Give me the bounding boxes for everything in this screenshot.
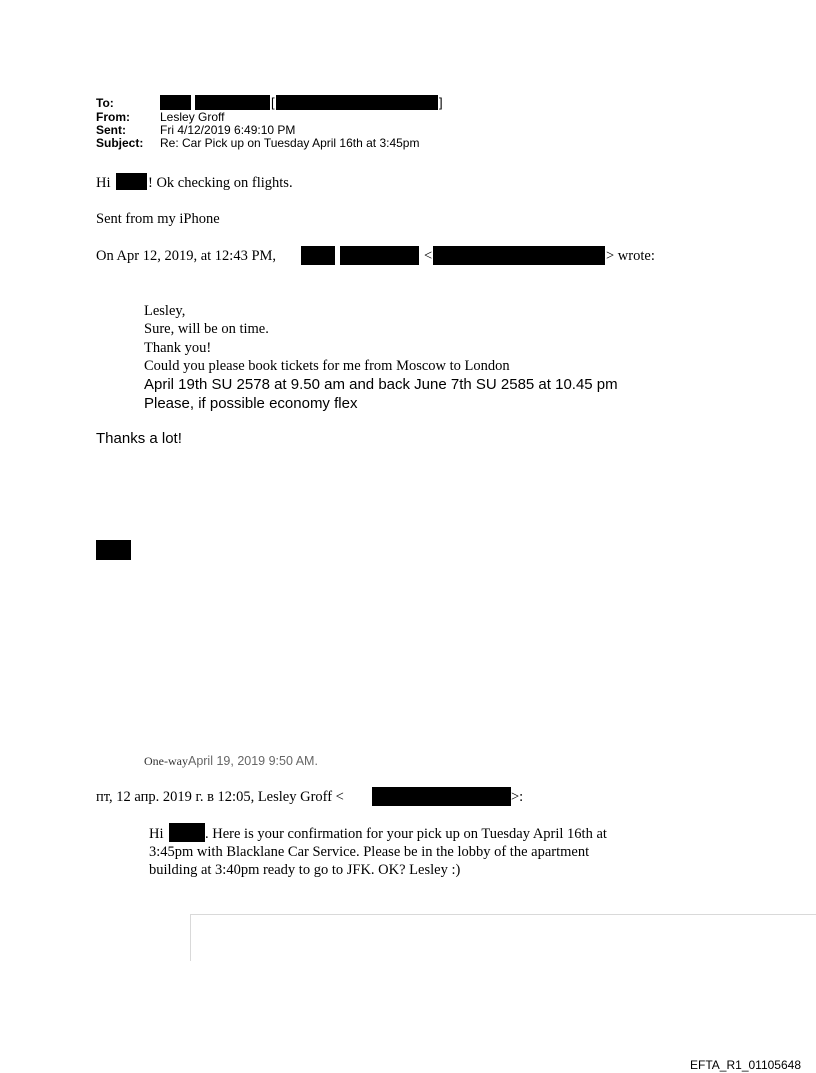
redaction-block — [195, 95, 270, 110]
ru-quote-header-suffix: >: — [511, 789, 524, 805]
quoted-line: Could you please book tickets for me from Moscow to London — [144, 358, 510, 374]
quoted-line: Thank you! — [144, 340, 212, 356]
subject-value: Re: Car Pick up on Tuesday April 16th at 3:45pm — [160, 136, 420, 150]
redaction-block — [169, 823, 205, 842]
economy-flex-line: Please, if possible economy flex — [144, 395, 358, 412]
ru-quote-header-prefix: пт, 12 апр. 2019 г. в 12:05, Lesley Groff < — [96, 789, 344, 805]
to-bracket-close: ] — [439, 95, 443, 110]
confirmation-hi: Hi — [149, 826, 164, 842]
redaction-block — [116, 173, 147, 190]
redaction-block — [96, 540, 131, 560]
confirmation-line: . Here is your confirmation for your pick up on Tuesday April 16th at — [205, 826, 607, 842]
redaction-block — [276, 95, 438, 110]
subject-row — [96, 137, 419, 150]
oneway-line — [144, 752, 318, 770]
confirmation-line: building at 3:40pm ready to go to JFK. OK? Lesley :) — [149, 862, 461, 878]
from-value: Lesley Groff — [160, 110, 225, 124]
sent-label: Sent: — [96, 123, 126, 137]
to-row — [96, 97, 160, 110]
to-label: To: — [96, 96, 114, 110]
greeting-text: ! Ok checking on flights. — [148, 175, 293, 191]
redaction-block — [372, 787, 511, 806]
oneway-label: One-way — [144, 754, 188, 768]
thanks-line: Thanks a lot! — [96, 430, 182, 447]
oneway-date: April 19, 2019 9:50 AM. — [187, 754, 318, 768]
to-bracket-open: [ — [271, 95, 275, 110]
subject-label: Subject: — [96, 136, 144, 150]
greeting-hi: Hi — [96, 175, 111, 191]
quoted-line: Sure, will be on time. — [144, 321, 269, 337]
document-id: EFTA_R1_01105648 — [690, 1058, 801, 1072]
redaction-block — [301, 246, 335, 265]
from-label: From: — [96, 110, 130, 124]
redaction-block — [433, 246, 605, 265]
sent-from-signature: Sent from my iPhone — [96, 211, 220, 227]
flight-details-line: April 19th SU 2578 at 9.50 am and back June 7th SU 2585 at 10.45 pm — [144, 376, 618, 393]
quote-header-prefix: On Apr 12, 2019, at 12:43 PM, — [96, 248, 277, 264]
confirmation-line: 3:45pm with Blacklane Car Service. Please be in the lobby of the apartment — [149, 844, 590, 860]
embedded-frame-outline — [190, 914, 816, 961]
quote-header-lt: < — [424, 248, 433, 264]
quote-header-suffix: > wrote: — [606, 248, 655, 264]
redaction-block — [160, 95, 191, 110]
quoted-line: Lesley, — [144, 303, 186, 319]
sent-value: Fri 4/12/2019 6:49:10 PM — [160, 123, 296, 137]
redaction-block — [340, 246, 419, 265]
